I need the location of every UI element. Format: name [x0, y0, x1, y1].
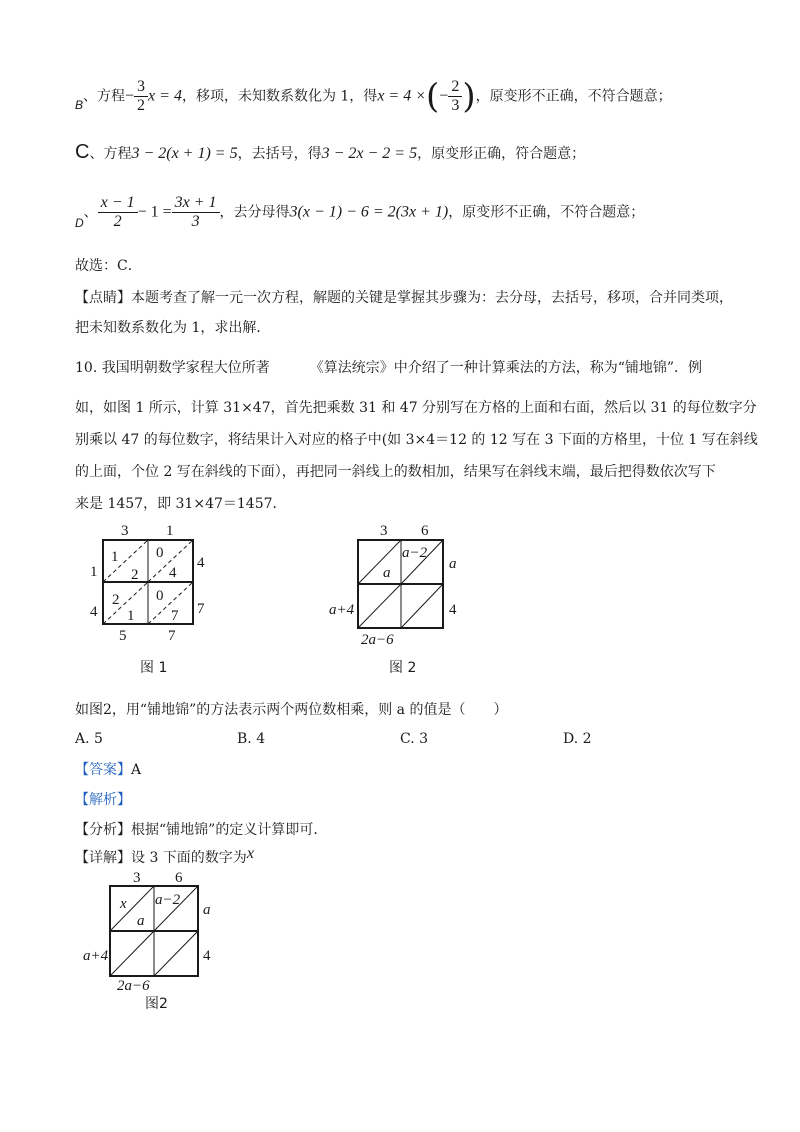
- option-b-open-paren: (: [426, 76, 440, 117]
- option-c-line: [75, 142, 585, 164]
- q10-line-5: 来是 1457，即 31×47＝1457．: [75, 496, 287, 512]
- option-d-letter: D: [75, 215, 84, 230]
- fig3-right-2: 4: [203, 948, 211, 964]
- detail-line: [75, 845, 254, 868]
- fig3-caption: 图2: [145, 996, 168, 1012]
- fig2-cell-tr-upper: a−2: [402, 545, 428, 561]
- q10-intro-cont: 《算法统宗》中介绍了一种计算乘法的方法，称为“铺地锦”．例: [309, 360, 703, 376]
- option-c-pre: 方程: [103, 146, 132, 162]
- fig1-bottom-1: 5: [119, 628, 127, 644]
- option-b-close-paren: ): [462, 76, 476, 117]
- fig1-left-2: 4: [90, 604, 98, 620]
- fig1-cell-1-upper: 1: [111, 549, 119, 565]
- fig3-left: a+4: [83, 948, 109, 964]
- fenxi-line: [75, 820, 327, 840]
- fig1-cell-2-lower: 4: [169, 565, 177, 581]
- fig1-bottom-2: 7: [168, 628, 176, 644]
- option-b-result-fraction: $\frac{2}{3}$: [448, 78, 462, 115]
- fig1-cell-2-upper: 0: [156, 545, 164, 561]
- detail-tag: 【详解】: [75, 850, 131, 866]
- option-d-minus-one: − 1 =: [137, 203, 172, 221]
- q10-line-4: 的上面，个位 2 写在斜线的下面），再把同一斜线上的数相加，结果写在斜线末端，最后把得数依次写下: [75, 464, 716, 480]
- figure-3: [83, 868, 233, 1018]
- comment-tag: 【点睛】: [75, 290, 131, 306]
- fig2-top-2: 6: [421, 523, 429, 539]
- option-d-right-fraction: $\frac{3x + 1}{3}$: [172, 194, 220, 231]
- answer-tag: 【答案】: [75, 762, 131, 778]
- fig2-left: a+4: [329, 602, 355, 618]
- option-b-mid: ，移项，未知数系数化为 1，得: [181, 88, 378, 105]
- fig3-cell-tl-lower: a: [137, 913, 145, 929]
- option-d-line: [75, 194, 644, 231]
- option-b-fraction: $\frac{3}{2}$: [134, 78, 148, 115]
- answer-line: [75, 760, 141, 780]
- option-c-mid: ，去括号，得: [237, 146, 322, 162]
- fenxi-tag: 【分析】: [75, 822, 131, 838]
- option-c-equation: 3 − 2(x + 1) = 5: [131, 145, 238, 162]
- option-d: D. 2: [563, 731, 592, 747]
- detail-var: x: [246, 845, 254, 862]
- fig3-top-2: 6: [175, 870, 183, 886]
- fig1-right-2: 7: [197, 601, 205, 617]
- fig1-cell-4-upper: 0: [156, 588, 164, 604]
- option-b-neg: −: [125, 87, 135, 105]
- fig3-cell-tr-upper: a−2: [155, 892, 181, 908]
- option-b-sep: 、: [83, 88, 98, 105]
- fig1-caption: 图 1: [140, 660, 168, 676]
- option-b: B. 4: [237, 731, 266, 747]
- option-b-equation: x = 4: [148, 87, 182, 105]
- analysis-tag: 【解析】: [75, 792, 131, 808]
- question-stem: 如图2，用“铺地锦”的方法表示两个两位数相乘，则 a 的值是（ ）: [75, 702, 508, 718]
- comment-line-2: 把未知数系数化为 1，求出解．: [75, 320, 271, 336]
- q10-line-3: 别乘以 47 的每位数字，将结果计入对应的格子中(如 3×4＝12 的 12 写在 3 下面的方格里，十位 1 写在斜线: [75, 432, 758, 448]
- figure-1: [80, 520, 220, 690]
- q10-line-1: [75, 358, 702, 378]
- fig2-top-1: 3: [380, 523, 388, 539]
- fig3-cell-tl-upper: x: [120, 896, 127, 912]
- option-d-result: 3(x − 1) − 6 = 2(3x + 1): [289, 203, 449, 221]
- fig2-right-2: 4: [449, 602, 457, 618]
- option-b-tail: ，原变形不正确，不符合题意；: [475, 88, 672, 105]
- option-b-result-neg: −: [439, 87, 449, 105]
- option-c-letter: C: [75, 141, 90, 163]
- option-d-tail: ，原变形不正确，不符合题意；: [448, 204, 645, 221]
- option-b-pre: 方程: [97, 88, 126, 105]
- option-c-tail: ，原变形正确，符合题意；: [417, 146, 586, 162]
- option-d-sep: 、: [83, 204, 98, 221]
- fig2-bottom: 2a−6: [361, 632, 394, 648]
- fig3-bottom: 2a−6: [117, 978, 150, 994]
- option-c-result: 3 − 2x − 2 = 5: [321, 145, 418, 162]
- fig2-caption: 图 2: [389, 660, 417, 676]
- fig1-cell-4-lower: 7: [171, 608, 179, 624]
- fig1-top-2: 1: [166, 523, 174, 539]
- fig2-cell-tl-lower: a: [383, 565, 391, 581]
- choice-line: 故选：C．: [75, 258, 142, 274]
- comment-line-1: [75, 288, 733, 308]
- option-b-result-lhs: x = 4 ×: [377, 87, 427, 105]
- option-a: A. 5: [75, 731, 103, 747]
- option-b-line: [75, 78, 672, 115]
- option-c: C. 3: [400, 731, 429, 747]
- fig1-right-1: 4: [197, 555, 205, 571]
- fenxi-text: 根据“铺地锦”的定义计算即可．: [131, 822, 328, 838]
- fig3-top-1: 3: [133, 870, 141, 886]
- option-b-letter: B: [75, 97, 84, 112]
- answer-value: A: [131, 762, 142, 778]
- option-d-left-fraction: $\frac{x - 1}{2}$: [98, 194, 138, 231]
- fig1-top-1: 3: [121, 523, 129, 539]
- q10-intro: 10. 我国明朝数学家程大位所著: [75, 360, 270, 376]
- fig1-cell-3-lower: 1: [127, 608, 135, 624]
- fig2-right-1: a: [449, 556, 457, 572]
- detail-text: 设 3 下面的数字为: [131, 850, 247, 866]
- fig1-cell-1-lower: 2: [131, 567, 139, 583]
- fig3-right-1: a: [203, 902, 211, 918]
- fig1-left-1: 1: [90, 564, 98, 580]
- figure-2: [325, 520, 475, 690]
- comment-text-1: 本题考查了解一元一次方程，解题的关键是掌握其步骤为：去分母，去括号，移项，合并同类项，: [131, 290, 733, 306]
- option-c-sep: 、: [89, 146, 104, 162]
- fig1-cell-3-upper: 2: [112, 592, 120, 608]
- q10-line-2: 如，如图 1 所示，计算 31×47，首先把乘数 31 和 47 分别写在方格的上面和右面，然后以 31 的每位数字分: [75, 400, 757, 416]
- option-d-mid: ，去分母得: [219, 204, 290, 221]
